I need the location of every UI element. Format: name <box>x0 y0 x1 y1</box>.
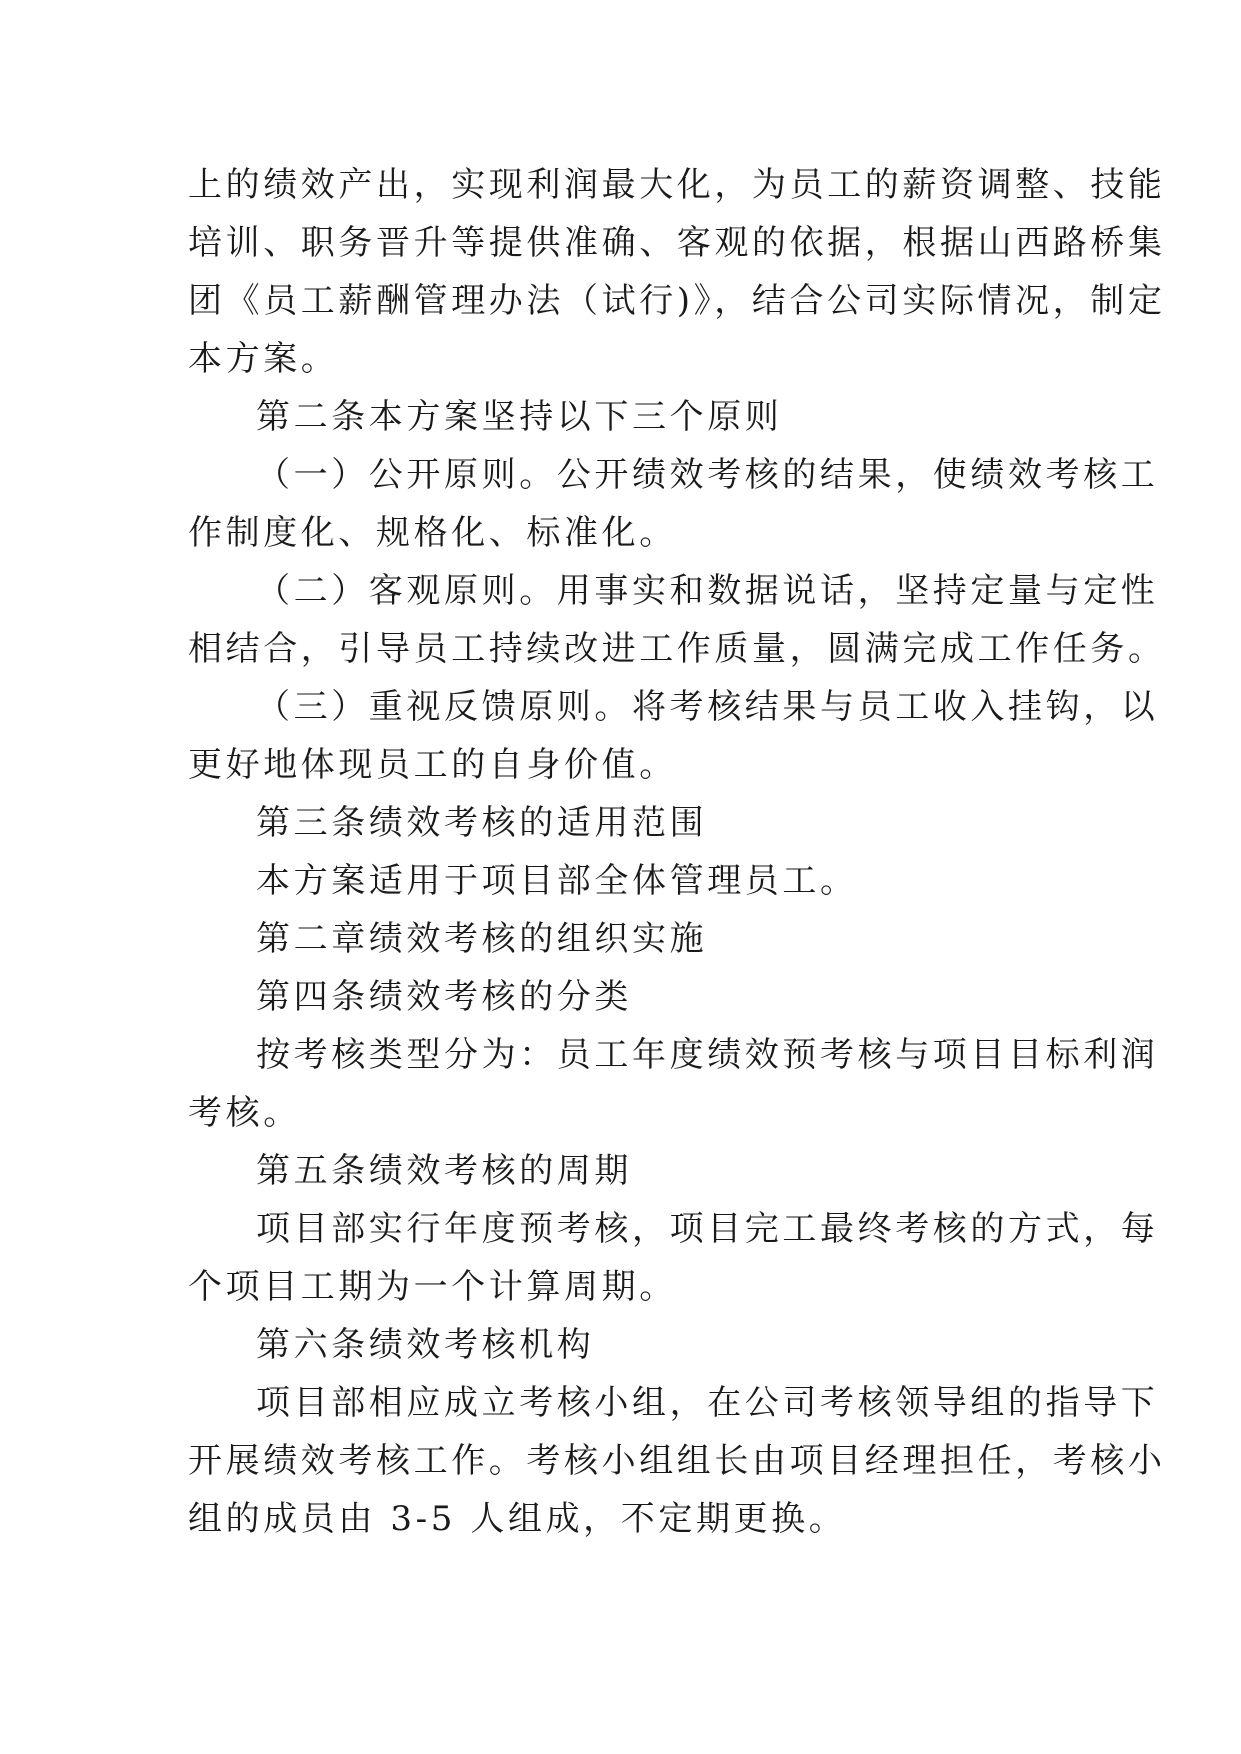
text-line: 按考核类型分为：员工年度绩效预考核与项目目标利润 <box>256 1035 1159 1075</box>
article-heading: 第二条本方案坚持以下三个原则 <box>256 397 783 437</box>
article-heading: 第五条绩效考核的周期 <box>256 1151 632 1191</box>
text-line: （一）公开原则。公开绩效考核的结果，使绩效考核工 <box>256 455 1159 495</box>
article-heading: 第三条绩效考核的适用范围 <box>256 803 708 843</box>
text-line: 开展绩效考核工作。考核小组组长由项目经理担任，考核小 <box>188 1441 1166 1481</box>
text-line: 个项目工期为一个计算周期。 <box>188 1267 677 1307</box>
text-line: 团《员工薪酬管理办法（试行)》，结合公司实际情况，制定 <box>188 281 1166 321</box>
text-line: 考核。 <box>188 1093 301 1133</box>
text-line: （二）客观原则。用事实和数据说话，坚持定量与定性 <box>256 571 1159 611</box>
text-line: 本方案适用于项目部全体管理员工。 <box>256 861 858 901</box>
text-line: 组的成员由 3-5 人组成，不定期更换。 <box>188 1499 847 1539</box>
text-line: 培训、职务晋升等提供准确、客观的依据，根据山西路桥集 <box>188 223 1166 263</box>
text-line: 本方案。 <box>188 339 339 379</box>
text-line: 项目部相应成立考核小组，在公司考核领导组的指导下 <box>256 1383 1159 1423</box>
text-line: 相结合，引导员工持续改进工作质量，圆满完成工作任务。 <box>188 629 1166 669</box>
article-heading: 第四条绩效考核的分类 <box>256 977 632 1017</box>
article-heading: 第六条绩效考核机构 <box>256 1325 595 1365</box>
text-line: 项目部实行年度预考核，项目完工最终考核的方式，每 <box>256 1209 1159 1249</box>
text-line: （三）重视反馈原则。将考核结果与员工收入挂钩，以 <box>256 687 1159 727</box>
text-line: 作制度化、规格化、标准化。 <box>188 513 677 553</box>
text-line: 更好地体现员工的自身价值。 <box>188 745 677 785</box>
document-page <box>188 156 1166 1548</box>
text-line: 上的绩效产出，实现利润最大化，为员工的薪资调整、技能 <box>188 165 1166 205</box>
chapter-heading: 第二章绩效考核的组织实施 <box>256 919 708 959</box>
